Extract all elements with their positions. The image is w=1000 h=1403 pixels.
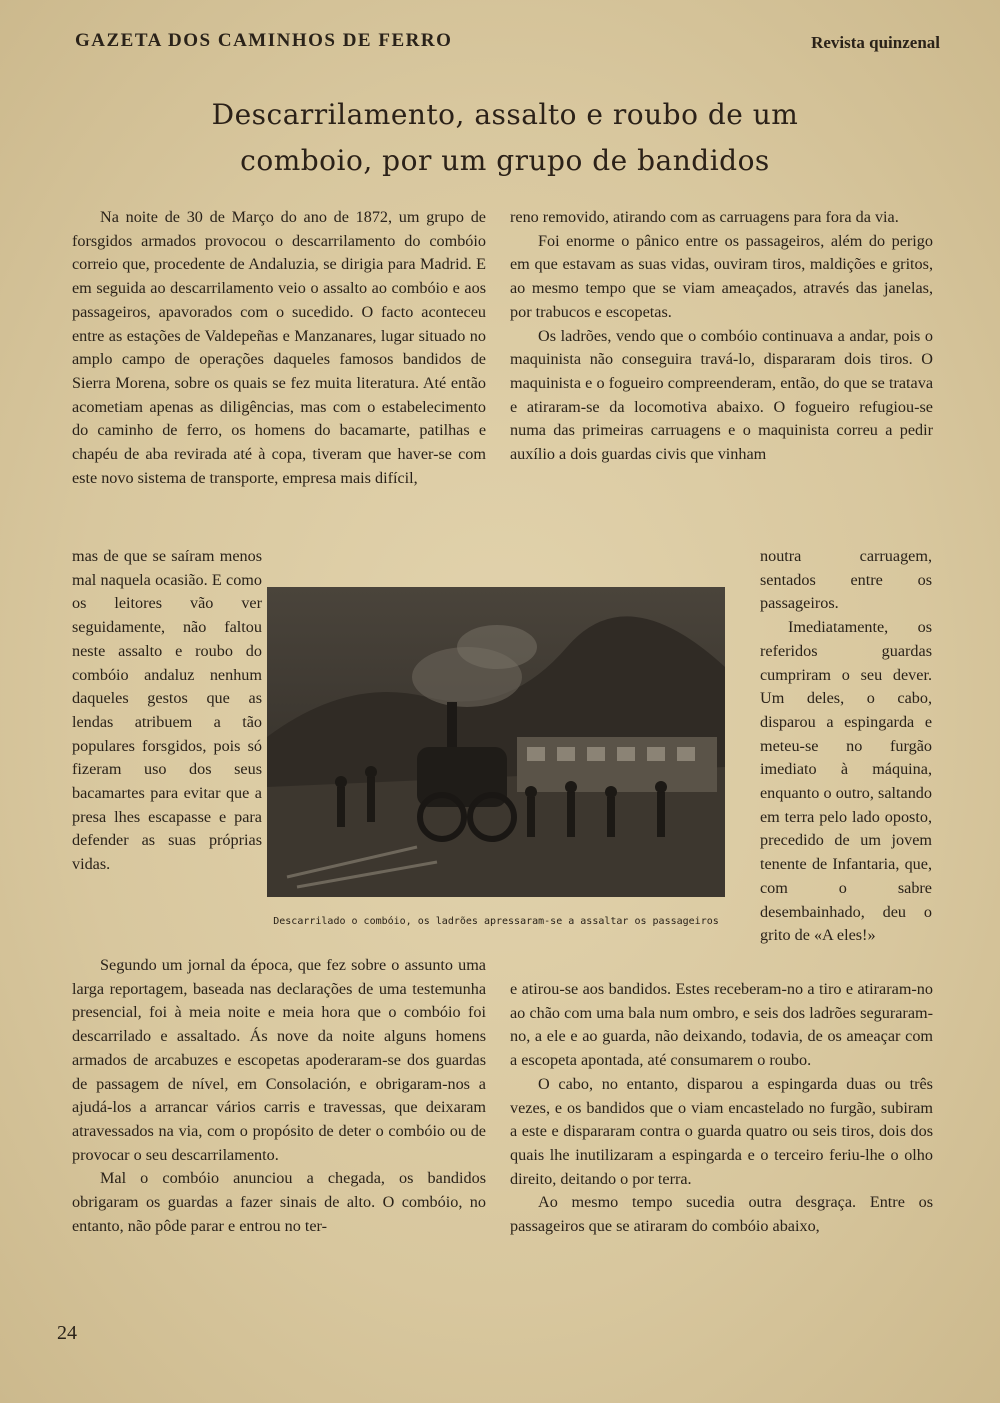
paragraph: mas de que se saíram menos mal naquela ocasião. E como os leitores vão ver seguidamente, não faltou neste assalto e roubo do combóio andaluz nenhum daqueles gestos que as lendas atribuem a tão populares forsgidos, pois só fizeram uso dos seus bacamartes para evitar que a presa lhes escapasse e para defender as suas próprias vidas. — [72, 547, 262, 874]
column-left-top — [72, 206, 486, 490]
column-right-wrap — [760, 545, 932, 948]
paragraph: Foi enorme o pânico entre os passageiros, além do perigo em que estavam as suas vidas, ouviram tiros, maldições e gritos, ao mesmo tempo que se viam ameaçados, através das janelas, por trabucos e escopetas. — [510, 231, 933, 321]
paragraph: Segundo um jornal da época, que fez sobre o assunto uma larga reportagem, baseada nas declarações de uma testemunha presencial, foi à meia noite e meia hora que o combóio foi descarrilado e assaltado. Ás nove da noite alguns homens armados de arcabuzes e escopetas apoderaram-se dos guardas de passagem de nível, em Consolación, e obrigaram-nos a ajudá-los a arrancar vários carris e travessas, que deixaram atravessados na via, com o propósito de deter o combóio ou de provocar o seu descarrilamento. — [72, 956, 486, 1164]
paragraph: e atirou-se aos bandidos. Estes receberam-no a tiro e atiraram-no ao chão com uma bala num ombro, e seis dos ladrões seguraram-no, a ele e ao guarda, não deixando, todavia, de os ameaçar com a escopeta apontada, até consumarem o roubo. — [510, 980, 933, 1070]
paragraph: noutra carruagem, sentados entre os passageiros. — [760, 547, 932, 613]
title-line-2: comboio, por um grupo de bandidos — [240, 144, 770, 177]
paragraph: Mal o combóio anunciou a chegada, os bandidos obrigaram os guardas a fazer sinais de alto. O combóio, no entanto, não pôde parar e entrou no ter- — [72, 1169, 486, 1235]
title-line-1: Descarrilamento, assalto e roubo de um — [211, 98, 799, 131]
page-number: 24 — [57, 1322, 77, 1344]
publication-frequency: Revista quinzenal — [811, 33, 940, 52]
paragraph: Imediatamente, os referidos guardas cumpriram o seu dever. Um deles, o cabo, disparou a espingarda e meteu-se no furgão imediato à máquina, enquanto o outro, saltando em terra pelo lado oposto, precedido de um jovem tenente de Infantaria, que, com o sabre desembainhado, deu o grito de «A eles!» — [760, 618, 932, 945]
train-robbery-illustration — [267, 587, 725, 897]
paragraph: Os ladrões, vendo que o combóio continuava a andar, pois o maquinista não conseguira travá-lo, dispararam dois tiros. O maquinista e o fogueiro compreenderam, então, do que se tratava e atiraram-se da locomotiva abaixo. O fogueiro refugiou-se numa das primeiras carruagens e o maquinista correu a pedir auxílio a dois guardas civis que vinham — [510, 326, 933, 464]
column-right-bottom — [510, 978, 933, 1239]
illustration-graphic — [267, 587, 725, 897]
publication-name: GAZETA DOS CAMINHOS DE FERRO — [75, 30, 453, 51]
paragraph: Ao mesmo tempo sucedia outra desgraça. Entre os passageiros que se atiraram do combóio abaixo, — [510, 1193, 933, 1236]
paragraph: Na noite de 30 de Março do ano de 1872, um grupo de forsgidos armados provocou o descarrilamento do combóio correio que, procedente de Andaluzia, se dirigia para Madrid. E em seguida ao descarrilamento veio o assalto ao combóio e aos passageiros, apavorados com o sucedido. O facto aconteceu entre as estações de Valdepeñas e Manzanares, lugar situado no amplo campo de operações daqueles famosos bandidos de Sierra Morena, sobre os quais se fez muita literatura. Até então acometiam apenas as diligências, mas com o estabelecimento do caminho de ferro, os homens do bacamarte, patilhas e chapéu de aba revirada até à copa, tiveram que haver-se com este novo sistema de transporte, empresa mais difícil, — [72, 208, 486, 487]
illustration-caption: Descarrilado o combóio, os ladrões apressaram-se a assaltar os passageiros — [273, 916, 719, 927]
column-right-top — [510, 206, 933, 467]
paragraph: reno removido, atirando com as carruagens para fora da via. — [510, 208, 899, 226]
article-title — [150, 92, 860, 184]
column-left-wrap — [72, 545, 262, 877]
paragraph: O cabo, no entanto, disparou a espingarda duas ou três vezes, e os bandidos que o viam encastelado no furgão, subiram a este e dispararam contra o guarda quatro ou seis tiros, dois dos quais lhe inutilizaram a espingarda e o terceiro feriu-lhe o olho direito, deitando o por terra. — [510, 1074, 933, 1188]
column-left-bottom — [72, 954, 486, 1238]
